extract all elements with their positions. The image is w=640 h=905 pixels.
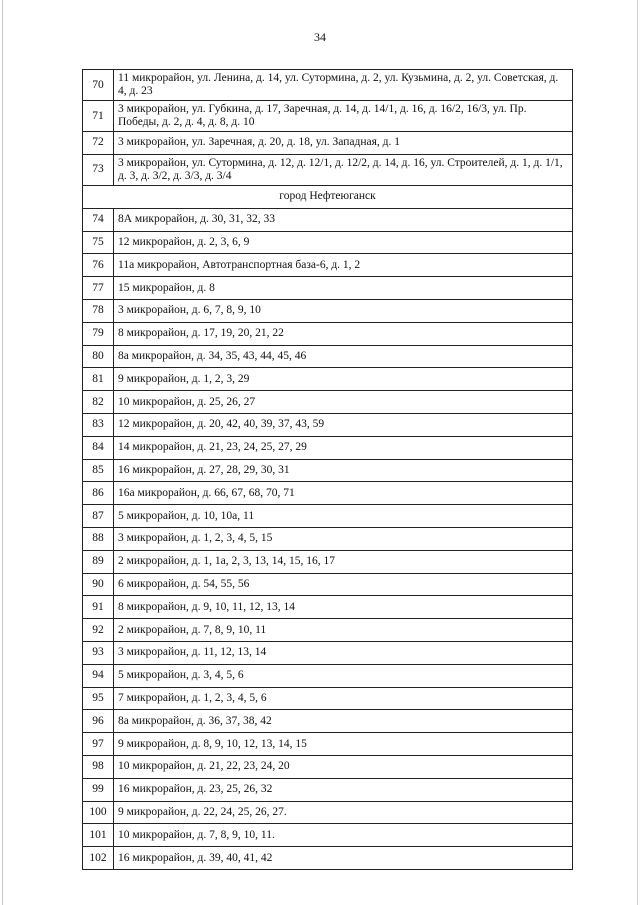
row-number: 85: [83, 459, 114, 482]
row-number: 93: [83, 641, 114, 664]
row-address: 5 микрорайон, д. 3, 4, 5, 6: [114, 664, 573, 687]
row-number: 84: [83, 436, 114, 459]
row-address: 2 микрорайон, д. 1, 1а, 2, 3, 13, 14, 15, 16, 17: [114, 550, 573, 573]
row-number: 87: [83, 505, 114, 528]
table-row: [83, 619, 573, 642]
row-number: 88: [83, 527, 114, 550]
table-row: [83, 755, 573, 778]
row-address: 11 микрорайон, ул. Ленина, д. 14, ул. Сутормина, д. 2, ул. Кузьмина, д. 2, ул. Советская, д. 4, д. 23: [114, 70, 573, 101]
table-row: [83, 299, 573, 322]
row-address: 8а микрорайон, д. 34, 35, 43, 44, 45, 46: [114, 345, 573, 368]
address-table: [82, 69, 573, 870]
row-address: 12 микрорайон, д. 2, 3, 6, 9: [114, 231, 573, 254]
table-row: [83, 132, 573, 155]
row-address: 3 микрорайон, ул. Сутормина, д. 12, д. 12/1, д. 12/2, д. 14, д. 16, ул. Строителей, д. 1, д. 1/1, д. 3, д. 3/2, д. 3/3, д. 3/4: [114, 154, 573, 185]
row-number: 96: [83, 710, 114, 733]
row-address: 10 микрорайон, д. 25, 26, 27: [114, 391, 573, 414]
row-number: 70: [83, 70, 114, 101]
row-number: 100: [83, 801, 114, 824]
row-address: 8а микрорайон, д. 36, 37, 38, 42: [114, 710, 573, 733]
table-row: [83, 847, 573, 870]
row-number: 99: [83, 778, 114, 801]
table-row: [83, 505, 573, 528]
table-row: [83, 687, 573, 710]
row-number: 81: [83, 368, 114, 391]
page-number: 34: [314, 30, 326, 44]
row-address: 3 микрорайон, ул. Губкина, д. 17, Заречная, д. 14, д. 14/1, д. 16, д. 16/2, 16/3, ул. Пр. Победы, д. 2, д. 4, д. 8, д. 10: [114, 101, 573, 132]
table-row: [83, 733, 573, 756]
row-address: 3 микрорайон, д. 11, 12, 13, 14: [114, 641, 573, 664]
row-number: 98: [83, 755, 114, 778]
table-row: [83, 778, 573, 801]
row-number: 90: [83, 573, 114, 596]
row-number: 97: [83, 733, 114, 756]
table-row: [83, 550, 573, 573]
table-row: [83, 231, 573, 254]
row-number: 82: [83, 391, 114, 414]
row-number: 78: [83, 299, 114, 322]
table-row: [83, 801, 573, 824]
table-row: [83, 596, 573, 619]
row-number: 95: [83, 687, 114, 710]
row-address: 8А микрорайон, д. 30, 31, 32, 33: [114, 208, 573, 231]
row-number: 79: [83, 322, 114, 345]
row-number: 73: [83, 154, 114, 185]
table-row: [83, 277, 573, 300]
row-address: 16а микрорайон, д. 66, 67, 68, 70, 71: [114, 482, 573, 505]
row-address: 9 микрорайон, д. 8, 9, 10, 12, 13, 14, 15: [114, 733, 573, 756]
city-header-row: [83, 185, 573, 208]
row-address: 6 микрорайон, д. 54, 55, 56: [114, 573, 573, 596]
row-address: 8 микрорайон, д. 17, 19, 20, 21, 22: [114, 322, 573, 345]
scan-edge-right: [637, 0, 638, 905]
row-address: 5 микрорайон, д. 10, 10а, 11: [114, 505, 573, 528]
row-address: 3 микрорайон, ул. Заречная, д. 20, д. 18, ул. Западная, д. 1: [114, 132, 573, 155]
scan-edge-left: [2, 0, 3, 905]
row-number: 80: [83, 345, 114, 368]
row-number: 86: [83, 482, 114, 505]
row-number: 83: [83, 413, 114, 436]
row-address: 10 микрорайон, д. 7, 8, 9, 10, 11.: [114, 824, 573, 847]
table-row: [83, 459, 573, 482]
row-number: 101: [83, 824, 114, 847]
row-address: 9 микрорайон, д. 1, 2, 3, 29: [114, 368, 573, 391]
table-row: [83, 824, 573, 847]
table-row: [83, 413, 573, 436]
city-header: город Нефтеюганск: [83, 185, 573, 208]
row-address: 2 микрорайон, д. 7, 8, 9, 10, 11: [114, 619, 573, 642]
row-number: 92: [83, 619, 114, 642]
table-row: [83, 322, 573, 345]
table-row: [83, 527, 573, 550]
row-number: 71: [83, 101, 114, 132]
row-address: 3 микрорайон, д. 6, 7, 8, 9, 10: [114, 299, 573, 322]
table-row: [83, 345, 573, 368]
table-row: [83, 254, 573, 277]
table-row: [83, 641, 573, 664]
row-address: 8 микрорайон, д. 9, 10, 11, 12, 13, 14: [114, 596, 573, 619]
row-number: 91: [83, 596, 114, 619]
row-address: 3 микрорайон, д. 1, 2, 3, 4, 5, 15: [114, 527, 573, 550]
table-row: [83, 391, 573, 414]
row-address: 12 микрорайон, д. 20, 42, 40, 39, 37, 43, 59: [114, 413, 573, 436]
row-address: 10 микрорайон, д. 21, 22, 23, 24, 20: [114, 755, 573, 778]
row-number: 74: [83, 208, 114, 231]
row-number: 102: [83, 847, 114, 870]
row-number: 77: [83, 277, 114, 300]
table-row: [83, 368, 573, 391]
row-number: 76: [83, 254, 114, 277]
table-row: [83, 664, 573, 687]
row-number: 89: [83, 550, 114, 573]
row-number: 94: [83, 664, 114, 687]
table-row: [83, 573, 573, 596]
row-address: 16 микрорайон, д. 39, 40, 41, 42: [114, 847, 573, 870]
table-row: [83, 154, 573, 185]
address-table-body: [83, 70, 573, 870]
row-number: 72: [83, 132, 114, 155]
row-address: 16 микрорайон, д. 23, 25, 26, 32: [114, 778, 573, 801]
row-address: 11а микрорайон, Автотранспортная база-6, д. 1, 2: [114, 254, 573, 277]
row-address: 7 микрорайон, д. 1, 2, 3, 4, 5, 6: [114, 687, 573, 710]
row-address: 14 микрорайон, д. 21, 23, 24, 25, 27, 29: [114, 436, 573, 459]
table-row: [83, 436, 573, 459]
row-address: 15 микрорайон, д. 8: [114, 277, 573, 300]
row-address: 9 микрорайон, д. 22, 24, 25, 26, 27.: [114, 801, 573, 824]
table-row: [83, 482, 573, 505]
table-row: [83, 70, 573, 101]
row-address: 16 микрорайон, д. 27, 28, 29, 30, 31: [114, 459, 573, 482]
table-row: [83, 101, 573, 132]
table-row: [83, 208, 573, 231]
row-number: 75: [83, 231, 114, 254]
table-row: [83, 710, 573, 733]
